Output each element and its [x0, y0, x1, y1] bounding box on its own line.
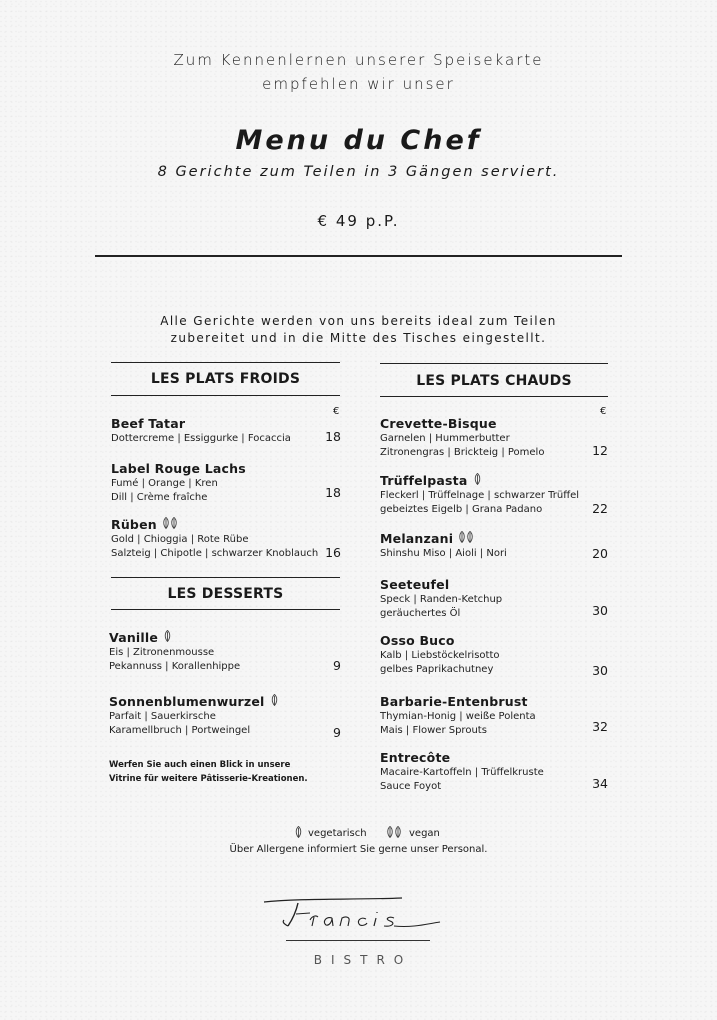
- dish-desc: Mais | Flower Sprouts: [380, 724, 487, 736]
- dish-desc: Macaire-Kartoffeln | Trüffelkruste: [380, 767, 544, 778]
- dish-desc: Zitronengras | Brickteig | Pomelo: [380, 446, 545, 458]
- dish-price: 34: [592, 776, 608, 791]
- dish-name: Barbarie-Entenbrust: [380, 694, 528, 709]
- dish-desc: Shinshu Miso | Aioli | Nori: [380, 548, 507, 559]
- dish-price: 9: [333, 658, 341, 673]
- vegan-icon: [162, 517, 180, 533]
- dish-desc: Parfait | Sauerkirsche: [109, 711, 216, 722]
- legend-vegetarian-label: vegetarisch: [308, 828, 367, 839]
- dish-desc: geräuchertes Öl: [380, 607, 461, 619]
- dish-desc: Eis | Zitronenmousse: [109, 647, 215, 658]
- plats-froids-rule-top: [111, 362, 340, 363]
- menu-subtitle: 8 Gerichte zum Teilen in 3 Gängen serviert.: [157, 164, 560, 180]
- vegan-icon: [458, 531, 476, 547]
- euro-label: €: [600, 406, 607, 417]
- dish-desc: Thymian-Honig | weiße Polenta: [380, 711, 536, 722]
- legend-vegan-label: vegan: [409, 828, 440, 839]
- dish-name: Seeteufel: [380, 577, 450, 592]
- dish-name: Beef Tatar: [111, 416, 186, 431]
- notice-line-1: Alle Gerichte werden von uns bereits ideal zum Teilen: [160, 314, 557, 328]
- dish-desc: Salzteig | Chipotle | schwarzer Knoblauch: [111, 547, 319, 559]
- dish-price: 32: [592, 719, 608, 734]
- euro-label: €: [333, 406, 340, 417]
- dish-desc: Fumé | Orange | Kren: [111, 478, 218, 489]
- dish-name: Osso Buco: [380, 633, 455, 648]
- vegetarian-icon: [473, 473, 482, 489]
- vegetarian-icon: [294, 826, 303, 841]
- dish-desc: Garnelen | Hummerbutter: [380, 433, 510, 444]
- dish-name: Entrecôte: [380, 750, 451, 765]
- dish-name: Crevette-Bisque: [380, 416, 497, 431]
- plats-froids-rule-bottom: [111, 395, 340, 396]
- desserts-rule-bottom: [111, 609, 340, 610]
- dish-desc: gebeiztes Eigelb | Grana Padano: [380, 503, 543, 515]
- dish-desc: Fleckerl | Trüffelnage | schwarzer Trüffel: [380, 490, 580, 501]
- dish-desc: gelbes Paprikachutney: [380, 663, 494, 675]
- vegetarian-icon: [163, 630, 172, 646]
- dish-desc: Dottercreme | Essiggurke | Focaccia: [111, 433, 291, 444]
- dish-price: 22: [592, 501, 608, 516]
- dessert-note-line-2: Vitrine für weitere Pâtisserie-Kreationen.: [109, 774, 308, 784]
- dish-price: 12: [592, 443, 608, 458]
- intro-line-2: empfehlen wir unser: [262, 75, 455, 93]
- allergy-notice: Über Allergene informiert Sie gerne unser Personal.: [229, 844, 488, 855]
- plats-chauds-rule-top: [380, 363, 608, 364]
- notice-line-2: zubereitet und in die Mitte des Tisches eingestellt.: [170, 331, 547, 345]
- dish-name: Melanzani: [380, 531, 610, 547]
- dessert-note-line-1: Werfen Sie auch einen Blick in unsere: [109, 760, 291, 770]
- dish-price: 30: [592, 603, 608, 618]
- dish-desc: Karamellbruch | Portweingel: [109, 724, 251, 736]
- dish-name: Rüben: [111, 517, 351, 533]
- plats-chauds-title: LES PLATS CHAUDS: [416, 373, 572, 389]
- legend-vegetarian: [294, 826, 367, 841]
- dish-desc: Speck | Randen-Ketchup: [380, 594, 503, 605]
- dish-name: Label Rouge Lachs: [111, 461, 246, 476]
- dish-desc: Kalb | Liebstöckelrisotto: [380, 650, 500, 661]
- dish-desc: Gold | Chioggia | Rote Rübe: [111, 534, 249, 545]
- plats-chauds-rule-bottom: [380, 396, 608, 397]
- legend-vegan: [386, 826, 440, 841]
- vegan-icon: [386, 826, 404, 841]
- logo-tagline: BISTRO: [313, 953, 413, 967]
- dish-price: 16: [325, 545, 341, 560]
- dish-desc: Dill | Crème fraîche: [111, 491, 208, 503]
- dish-desc: Pekannuss | Korallenhippe: [109, 660, 241, 672]
- intro-line-1: Zum Kennenlernen unserer Speisekarte: [173, 51, 544, 69]
- dish-price: 9: [333, 725, 341, 740]
- desserts-rule-top: [111, 577, 340, 578]
- menu-price: € 49 p.P.: [317, 212, 400, 230]
- dish-price: 18: [325, 429, 341, 444]
- menu-title: Menu du Chef: [235, 125, 482, 156]
- dish-name: Vanille: [109, 630, 339, 646]
- francis-logo: [262, 894, 442, 934]
- dish-name: Sonnenblumenwurzel: [109, 694, 339, 710]
- vegetarian-icon: [270, 694, 279, 710]
- header-divider: [95, 255, 622, 257]
- dish-price: 30: [592, 663, 608, 678]
- logo-divider: [286, 940, 430, 941]
- dish-price: 20: [592, 546, 608, 561]
- desserts-title: LES DESSERTS: [167, 586, 284, 602]
- dish-price: 18: [325, 485, 341, 500]
- plats-froids-title: LES PLATS FROIDS: [150, 371, 301, 387]
- dish-name: Trüffelpasta: [380, 473, 610, 489]
- dessert-note: [109, 758, 349, 786]
- dish-desc: Sauce Foyot: [380, 780, 442, 792]
